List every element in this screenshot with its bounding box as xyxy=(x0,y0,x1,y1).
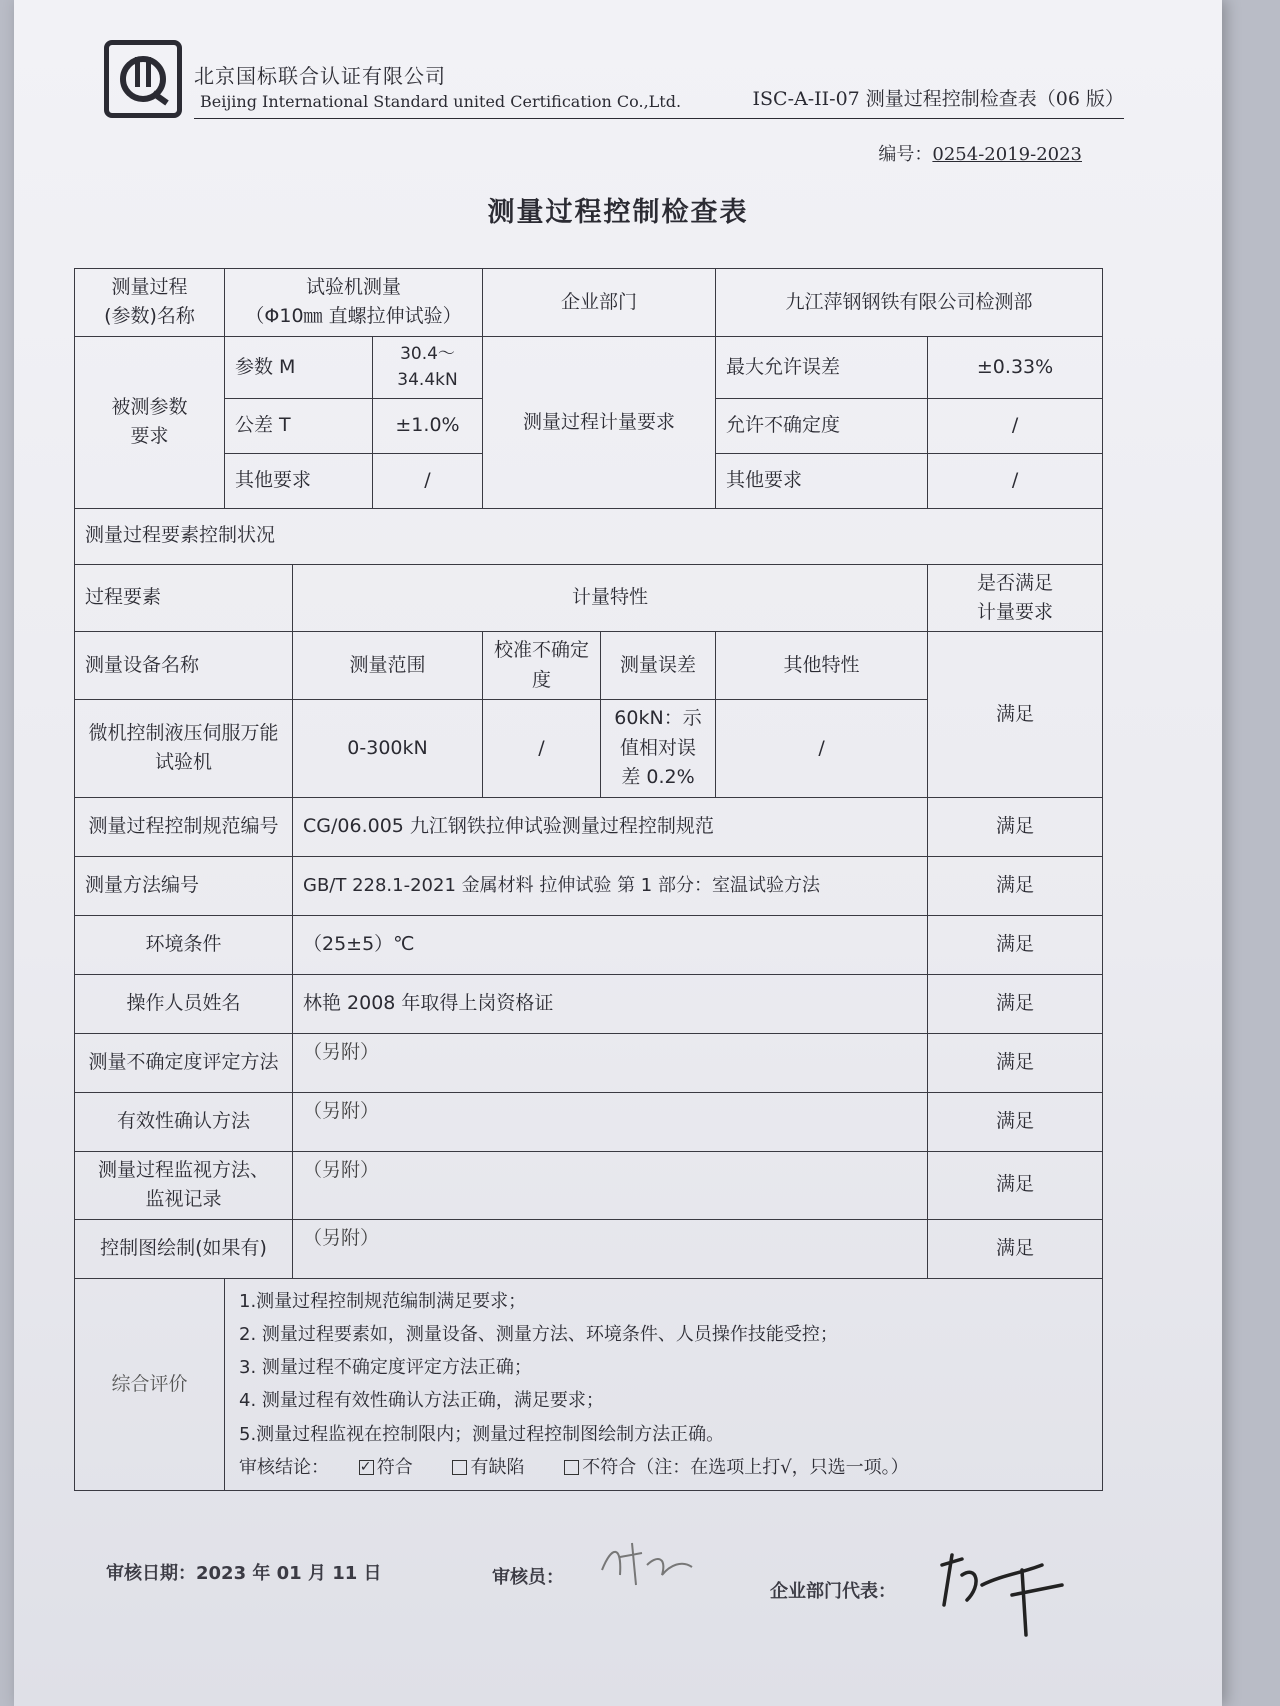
equipment-name-line2: 试验机 xyxy=(154,751,212,774)
param-m-label: 参数 M xyxy=(225,336,373,398)
operator-result: 满足 xyxy=(928,974,1103,1033)
auditor xyxy=(492,1563,564,1589)
max-error-value: ±0.33% xyxy=(928,336,1103,398)
measured-param-label-line1: 被测参数 xyxy=(111,395,188,418)
metrology-req-label: 测量过程计量要求 xyxy=(483,336,716,508)
error-header: 测量误差 xyxy=(601,632,716,700)
process-name-row xyxy=(75,269,1103,337)
option-defect-label: 有缺陷 xyxy=(470,1456,525,1478)
monitoring-label xyxy=(75,1151,293,1219)
summary-label: 综合评价 xyxy=(75,1278,225,1491)
checkbox-empty-icon xyxy=(452,1460,467,1475)
dept-representative xyxy=(770,1577,896,1603)
control-chart-value: （另附） xyxy=(293,1219,928,1278)
control-chart-row xyxy=(75,1219,1103,1278)
audit-date xyxy=(106,1559,382,1585)
equipment-error xyxy=(601,700,716,797)
method-row xyxy=(75,856,1103,915)
environment-value: （25±5）℃ xyxy=(293,915,928,974)
method-result: 满足 xyxy=(928,856,1103,915)
elements-heading-row xyxy=(75,508,1103,564)
validity-result: 满足 xyxy=(928,1092,1103,1151)
satisfied-header-line2: 计量要求 xyxy=(977,601,1054,623)
equipment-cal-uncertainty: / xyxy=(483,700,601,797)
spec-row xyxy=(75,797,1103,856)
equipment-name-header: 测量设备名称 xyxy=(75,632,293,700)
auditor-label: 审核员： xyxy=(492,1567,564,1588)
control-chart-result: 满足 xyxy=(928,1219,1103,1278)
method-label: 测量方法编号 xyxy=(75,856,293,915)
monitoring-value: （另附） xyxy=(293,1151,928,1219)
elements-heading: 测量过程要素控制状况 xyxy=(75,508,1103,564)
metro-other-req-value: / xyxy=(928,453,1103,508)
serial-number xyxy=(878,140,1082,166)
summary-line-4: 4. 测量过程有效性确认方法正确，满足要求； xyxy=(239,1390,604,1412)
serial-label: 编号： xyxy=(878,144,933,165)
spec-value: CG/06.005 九江钢铁拉伸试验测量过程控制规范 xyxy=(293,797,928,856)
satisfied-header-line1: 是否满足 xyxy=(977,571,1054,594)
other-req-label: 其他要求 xyxy=(225,453,373,508)
representative-signature-icon xyxy=(922,1545,1082,1650)
equipment-name-line1: 微机控制液压伺服万能 xyxy=(88,722,279,745)
environment-label: 环境条件 xyxy=(75,915,293,974)
validity-row xyxy=(75,1092,1103,1151)
spec-label: 测量过程控制规范编号 xyxy=(75,797,293,856)
monitoring-label-line1: 测量过程监视方法、 xyxy=(97,1158,269,1181)
process-name-value-line1: 试验机测量 xyxy=(305,276,401,298)
method-value: GB/T 228.1-2021 金属材料 拉伸试验 第 1 部分：室温试验方法 xyxy=(293,856,928,915)
validity-value: （另附） xyxy=(293,1092,928,1151)
equipment-name xyxy=(75,700,293,797)
process-name-value-line2: （Φ10㎜ 直螺拉伸试验） xyxy=(245,305,462,328)
allowed-uncertainty-value: / xyxy=(928,398,1103,453)
conclusion-label: 审核结论： xyxy=(239,1456,329,1478)
summary-row xyxy=(75,1278,1103,1491)
conclusion xyxy=(239,1451,1088,1484)
serial-value: 0254-2019-2023 xyxy=(932,144,1082,165)
process-name-label xyxy=(75,269,225,337)
measured-param-label xyxy=(75,336,225,508)
option-nonconform-label: 不符合（注：在选项上打√，只选一项。） xyxy=(582,1456,909,1478)
environment-row xyxy=(75,915,1103,974)
equipment-error-line2: 值相对误 xyxy=(620,736,697,759)
dept-value: 九江萍钢钢铁有限公司检测部 xyxy=(716,269,1103,337)
checkbox-empty-icon xyxy=(564,1460,579,1475)
operator-label: 操作人员姓名 xyxy=(75,974,293,1033)
operator-row xyxy=(75,974,1103,1033)
max-error-label: 最大允许误差 xyxy=(716,336,928,398)
operator-value: 林艳 2008 年取得上岗资格证 xyxy=(293,974,928,1033)
process-name-label-line2: (参数)名称 xyxy=(104,305,195,328)
summary-line-1: 1.测量过程控制规范编制满足要求； xyxy=(239,1290,527,1312)
option-conform-label: 符合 xyxy=(376,1456,413,1478)
footer xyxy=(92,1545,1122,1655)
summary-line-3: 3. 测量过程不确定度评定方法正确； xyxy=(239,1357,532,1379)
checkbox-checked-icon xyxy=(359,1460,374,1475)
company-name-en: Beijing International Standard united Certification Co.,Ltd. xyxy=(200,92,682,111)
form-code: ISC-A-II-07 测量过程控制检查表（06 版） xyxy=(752,88,1124,110)
audit-date-value: 2023 年 01 月 11 日 xyxy=(196,1563,382,1584)
letterhead xyxy=(104,40,1124,120)
control-chart-label: 控制图绘制(如果有) xyxy=(75,1219,293,1278)
process-element-header: 过程要素 xyxy=(75,564,293,632)
uncertainty-method-result: 满足 xyxy=(928,1033,1103,1092)
characteristics-header: 计量特性 xyxy=(293,564,928,632)
allowed-uncertainty-label: 允许不确定度 xyxy=(716,398,928,453)
auditor-signature-icon xyxy=(592,1535,712,1595)
measured-param-label-line2: 要求 xyxy=(130,425,169,448)
uncertainty-method-value: （另附） xyxy=(293,1033,928,1092)
option-defect xyxy=(452,1457,524,1478)
equipment-result: 满足 xyxy=(928,632,1103,797)
uncertainty-method-label: 测量不确定度评定方法 xyxy=(75,1033,293,1092)
option-nonconform xyxy=(564,1457,908,1478)
other-req-value: / xyxy=(373,453,483,508)
equipment-other-char: / xyxy=(716,700,928,797)
validity-label: 有效性确认方法 xyxy=(75,1092,293,1151)
tolerance-label: 公差 T xyxy=(225,398,373,453)
satisfied-header xyxy=(928,564,1103,632)
process-name-label-line1: 测量过程 xyxy=(111,276,188,298)
equipment-error-line3: 差 0.2% xyxy=(621,766,695,789)
summary-body xyxy=(225,1278,1103,1491)
dept-representative-label: 企业部门代表： xyxy=(770,1581,896,1602)
range-header: 测量范围 xyxy=(293,632,483,700)
page-title: 测量过程控制检查表 xyxy=(487,197,749,228)
monitoring-result: 满足 xyxy=(928,1151,1103,1219)
environment-result: 满足 xyxy=(928,915,1103,974)
uncertainty-method-row xyxy=(75,1033,1103,1092)
document-page xyxy=(14,0,1222,1706)
company-logo xyxy=(104,40,182,118)
header-rule xyxy=(194,118,1124,119)
summary-line-5: 5.测量过程监视在控制限内；测量过程控制图绘制方法正确。 xyxy=(239,1423,725,1445)
equipment-error-line1: 60kN：示 xyxy=(614,707,702,730)
logo-mark-icon xyxy=(113,49,173,109)
equipment-header-row xyxy=(75,632,1103,700)
company-name-cn: 北京国标联合认证有限公司 xyxy=(194,64,446,88)
checklist-table xyxy=(74,268,1103,1491)
param-row-1 xyxy=(75,336,1103,398)
tolerance-value: ±1.0% xyxy=(373,398,483,453)
monitoring-label-line2: 监视记录 xyxy=(145,1188,222,1211)
option-conform xyxy=(359,1457,413,1478)
param-m-value: 30.4～34.4kN xyxy=(373,336,483,398)
dept-label: 企业部门 xyxy=(483,269,716,337)
elements-header-row xyxy=(75,564,1103,632)
summary-line-2: 2. 测量过程要素如，测量设备、测量方法、环境条件、人员操作技能受控； xyxy=(239,1323,838,1345)
process-name-value xyxy=(225,269,483,337)
equipment-range: 0-300kN xyxy=(293,700,483,797)
audit-date-label: 审核日期： xyxy=(106,1563,196,1584)
other-char-header: 其他特性 xyxy=(716,632,928,700)
spec-result: 满足 xyxy=(928,797,1103,856)
cal-uncertainty-header: 校准不确定度 xyxy=(483,632,601,700)
metro-other-req-label: 其他要求 xyxy=(716,453,928,508)
monitoring-row xyxy=(75,1151,1103,1219)
